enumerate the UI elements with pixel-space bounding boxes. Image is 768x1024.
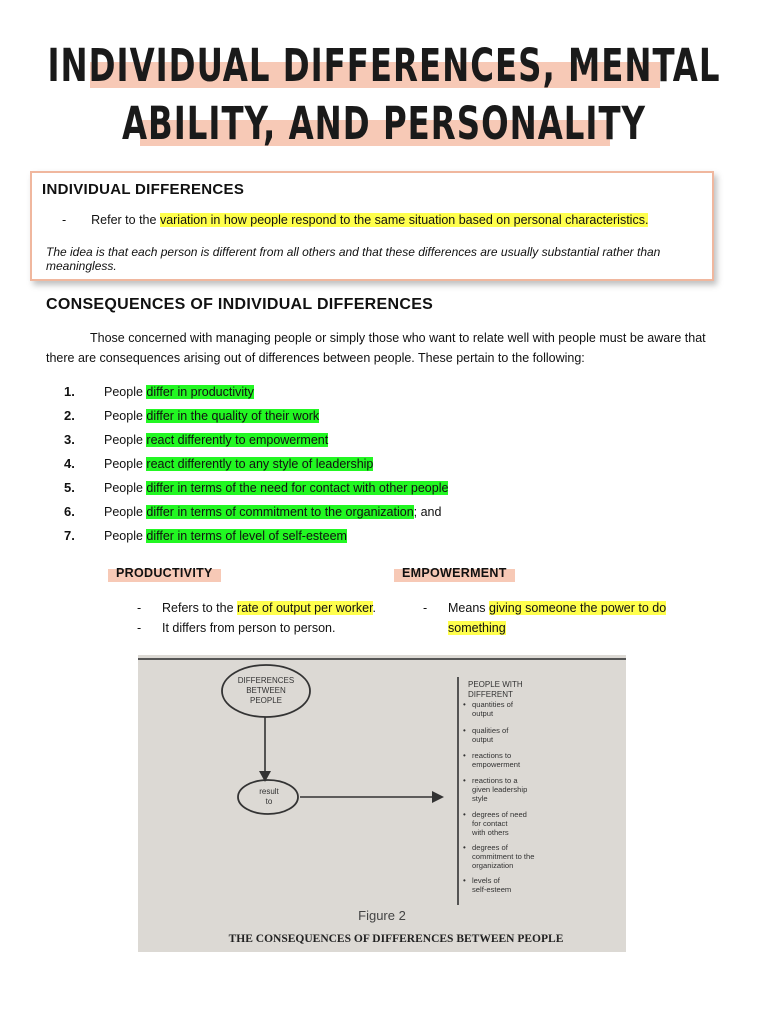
productivity-bullet-2: - It differs from person to person. bbox=[137, 621, 336, 635]
figure-list-bullet: • bbox=[463, 726, 466, 735]
oval-result-line-2: to bbox=[265, 797, 273, 806]
figure-list-bullet: • bbox=[463, 876, 466, 885]
figure-list-item-text: reactions to a bbox=[472, 776, 518, 785]
consequence-number: 3. bbox=[64, 432, 75, 447]
consequence-highlight: differ in productivity bbox=[146, 385, 254, 399]
consequence-number: 4. bbox=[64, 456, 75, 471]
page-title-line-2: ABILITY, AND PERSONALITY bbox=[121, 98, 646, 151]
figure-list-bullet: • bbox=[463, 810, 466, 819]
oval-differences-line-1: DIFFERENCES bbox=[237, 676, 295, 685]
consequence-item: 2. People differ in the quality of their work bbox=[64, 404, 448, 428]
consequences-heading: CONSEQUENCES OF INDIVIDUAL DIFFERENCES bbox=[46, 296, 434, 313]
figure-list-item-text: output bbox=[472, 735, 494, 744]
definition-card bbox=[30, 171, 714, 281]
figure-list-item-text: self-esteem bbox=[472, 885, 512, 894]
consequence-highlight: differ in terms of the need for contact with other people bbox=[146, 481, 449, 495]
page-title-line-1: INDIVIDUAL DIFFERENCES, MENTAL bbox=[47, 40, 721, 93]
list-head-line-1: PEOPLE WITH bbox=[468, 680, 523, 689]
figure-list-bullet: • bbox=[463, 751, 466, 760]
empowerment-bullets bbox=[423, 598, 666, 638]
figure-list-item-text: levels of bbox=[472, 876, 500, 885]
consequence-number: 2. bbox=[64, 408, 75, 423]
figure-list-item-text: degrees of need bbox=[472, 810, 527, 819]
consequence-highlight: differ in terms of commitment to the organization bbox=[146, 505, 414, 519]
figure-list-item-text: output bbox=[472, 709, 494, 718]
empowerment-bullet-1: - Means giving someone the power to do bbox=[423, 601, 667, 615]
arrow-right-head bbox=[432, 791, 444, 803]
productivity-bullets bbox=[137, 598, 376, 638]
empowerment-highlight-line-2: something bbox=[448, 621, 506, 635]
consequence-number: 7. bbox=[64, 528, 75, 543]
consequences-paragraph: Those concerned with managing people or simply those who want to relate well with people must be aware that there are consequences arising out of differences between people. These pertain to the following: bbox=[46, 331, 706, 365]
figure-list-item-text: empowerment bbox=[472, 760, 521, 769]
oval-result-line-1: result bbox=[259, 787, 279, 796]
consequence-item: 5. People differ in terms of the need for contact with other people bbox=[64, 476, 448, 500]
empowerment-heading: EMPOWERMENT bbox=[402, 566, 507, 580]
productivity-heading: PRODUCTIVITY bbox=[116, 566, 213, 580]
consequence-number: 1. bbox=[64, 384, 75, 399]
consequence-number: 5. bbox=[64, 480, 75, 495]
oval-differences-line-3: PEOPLE bbox=[249, 696, 283, 705]
figure-2-diagram bbox=[138, 655, 626, 952]
figure-list-item-text: with others bbox=[472, 828, 509, 837]
consequence-highlight: react differently to empowerment bbox=[146, 433, 329, 447]
figure-list-item-text: reactions to bbox=[472, 751, 512, 760]
consequence-highlight: differ in the quality of their work bbox=[146, 409, 320, 423]
figure-list-item-text: style bbox=[472, 794, 488, 803]
definition-idea: The idea is that each person is different from all others and that these differences are usually substantial rather than meaningless. bbox=[46, 245, 661, 273]
definition-heading: INDIVIDUAL DIFFERENCES bbox=[42, 181, 245, 198]
figure-list-item-text: organization bbox=[472, 861, 514, 870]
figure-list-item-text: for contact bbox=[472, 819, 508, 828]
list-head-line-2: DIFFERENT bbox=[468, 690, 513, 699]
definition-bullet: - Refer to the variation in how people respond to the same situation based on personal characteristics. bbox=[62, 213, 649, 227]
consequence-item: 3. People react differently to empowerment bbox=[64, 428, 448, 452]
productivity-bullet-1: - Refers to the rate of output per worker. bbox=[137, 601, 377, 615]
consequences-list bbox=[64, 380, 448, 548]
consequence-item: 6. People differ in terms of commitment to the organization; and bbox=[64, 500, 448, 524]
consequence-highlight: differ in terms of level of self-esteem bbox=[146, 529, 347, 543]
oval-differences-line-2: BETWEEN bbox=[246, 686, 286, 695]
figure-list-bullet: • bbox=[463, 843, 466, 852]
consequence-item: 4. People react differently to any style of leadership bbox=[64, 452, 448, 476]
figure-list-item-text: given leadership bbox=[472, 785, 528, 794]
definition-highlight: variation in how people respond to the same situation based on personal characteristics. bbox=[159, 213, 649, 227]
figure-subtitle: THE CONSEQUENCES OF DIFFERENCES BETWEEN PEOPLE bbox=[228, 933, 564, 945]
consequence-number: 6. bbox=[64, 504, 75, 519]
figure-list-item-text: commitment to the bbox=[472, 852, 535, 861]
consequence-highlight: react differently to any style of leadership bbox=[146, 457, 374, 471]
figure-2-scan bbox=[138, 655, 626, 952]
figure-list bbox=[463, 700, 534, 894]
figure-list-item-text: degrees of bbox=[472, 843, 508, 852]
figure-list-bullet: • bbox=[463, 776, 466, 785]
figure-list-bullet: • bbox=[463, 700, 466, 709]
consequence-item: 1. People differ in productivity bbox=[64, 380, 448, 404]
consequence-item: 7. People differ in terms of level of self-esteem bbox=[64, 524, 448, 548]
figure-list-item-text: qualities of bbox=[472, 726, 509, 735]
figure-list-item-text: quantities of bbox=[472, 700, 513, 709]
figure-caption: Figure 2 bbox=[358, 908, 406, 923]
